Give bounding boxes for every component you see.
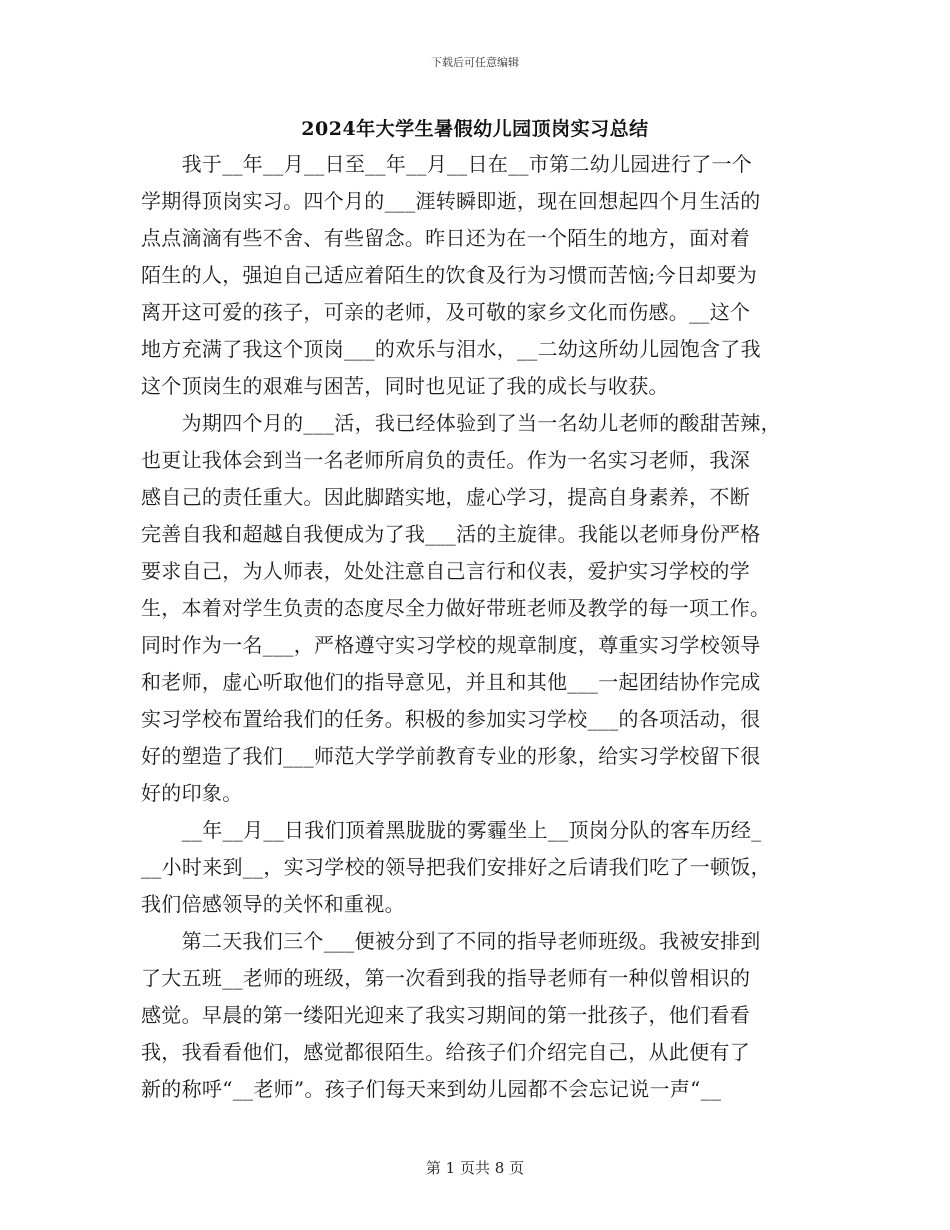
text-line: __年__月__日我们顶着黑胧胧的雾霾坐上__顶岗分队的客车历经_ (141, 818, 762, 842)
page-header-note: 下载后可任意编辑 (431, 56, 519, 69)
text-line: 地方充满了我这个顶岗___的欢乐与泪水，__二幼这所幼儿园饱含了我 (141, 337, 761, 361)
text-line: 要求自己，为人师表，处处注意自己言行和仪表，爱护实习学校的学 (141, 559, 750, 583)
text-line: 和老师，虚心听取他们的指导意见，并且和其他___一起团结协作完成 (141, 670, 761, 694)
text-line: 了大五班__老师的班级，第一次看到我的指导老师有一种似曾相识的 (141, 966, 751, 990)
text-line: 学期得顶岗实习。四个月的___涯转瞬即逝，现在回想起四个月生活的 (141, 189, 761, 213)
document-body (141, 146, 811, 1108)
text-line: 感觉。早晨的第一缕阳光迎来了我实习期间的第一批孩子，他们看看 (141, 1003, 750, 1027)
text-line: 完善自我和超越自我便成为了我___活的主旋律。我能以老师身份严格 (141, 522, 761, 546)
text-line: 我们倍感领导的关怀和重视。 (141, 892, 405, 916)
text-line: 也更让我体会到当一名老师所肩负的责任。作为一名实习老师，我深 (141, 448, 750, 472)
text-line: __小时来到__，实习学校的领导把我们安排好之后请我们吃了一顿饭， (141, 855, 771, 879)
paragraph (141, 405, 811, 812)
text-line: 感自己的责任重大。因此脚踏实地，虚心学习，提高自身素养，不断 (141, 485, 750, 509)
paragraph (141, 146, 811, 405)
text-line: 我于__年__月__日至__年__月__日在__市第二幼儿园进行了一个 (141, 152, 753, 176)
text-line: 好的塑造了我们___师范大学学前教育专业的形象，给实习学校留下很 (141, 744, 761, 768)
page-number: 第 1 页共 8 页 (425, 1159, 525, 1177)
text-line: 同时作为一名___，严格遵守实习学校的规章制度，尊重实习学校领导 (141, 633, 761, 657)
text-line: 实习学校布置给我们的任务。积极的参加实习学校___的各项活动，很 (141, 707, 761, 731)
text-line: 好的印象。 (141, 781, 243, 805)
text-line: 为期四个月的___活，我已经体验到了当一名幼儿老师的酸甜苦辣， (141, 411, 781, 435)
text-line: 点点滴滴有些不舍、有些留念。昨日还为在一个陌生的地方，面对着 (141, 226, 750, 250)
text-line: 这个顶岗生的艰难与困苦，同时也见证了我的成长与收获。 (141, 374, 669, 398)
text-line: 我，我看看他们，感觉都很陌生。给孩子们介绍完自己，从此便有了 (141, 1040, 750, 1064)
text-line: 陌生的人，强迫自己适应着陌生的饮食及行为习惯而苦恼;今日却要为 (141, 263, 758, 287)
text-line: 新的称呼“__老师”。孩子们每天来到幼儿园都不会忘记说一声“__ (141, 1077, 722, 1101)
paragraph (141, 812, 811, 923)
text-line: 生，本着对学生负责的态度尽全力做好带班老师及教学的每一项工作。 (141, 596, 771, 620)
paragraph (141, 923, 811, 1108)
text-line: 离开这可爱的孩子，可亲的老师，及可敬的家乡文化而伤感。__这个 (141, 300, 751, 324)
document-title: 2024年大学生暑假幼儿园顶岗实习总结 (301, 118, 649, 140)
text-line: 第二天我们三个___便被分到了不同的指导老师班级。我被安排到 (141, 929, 761, 953)
